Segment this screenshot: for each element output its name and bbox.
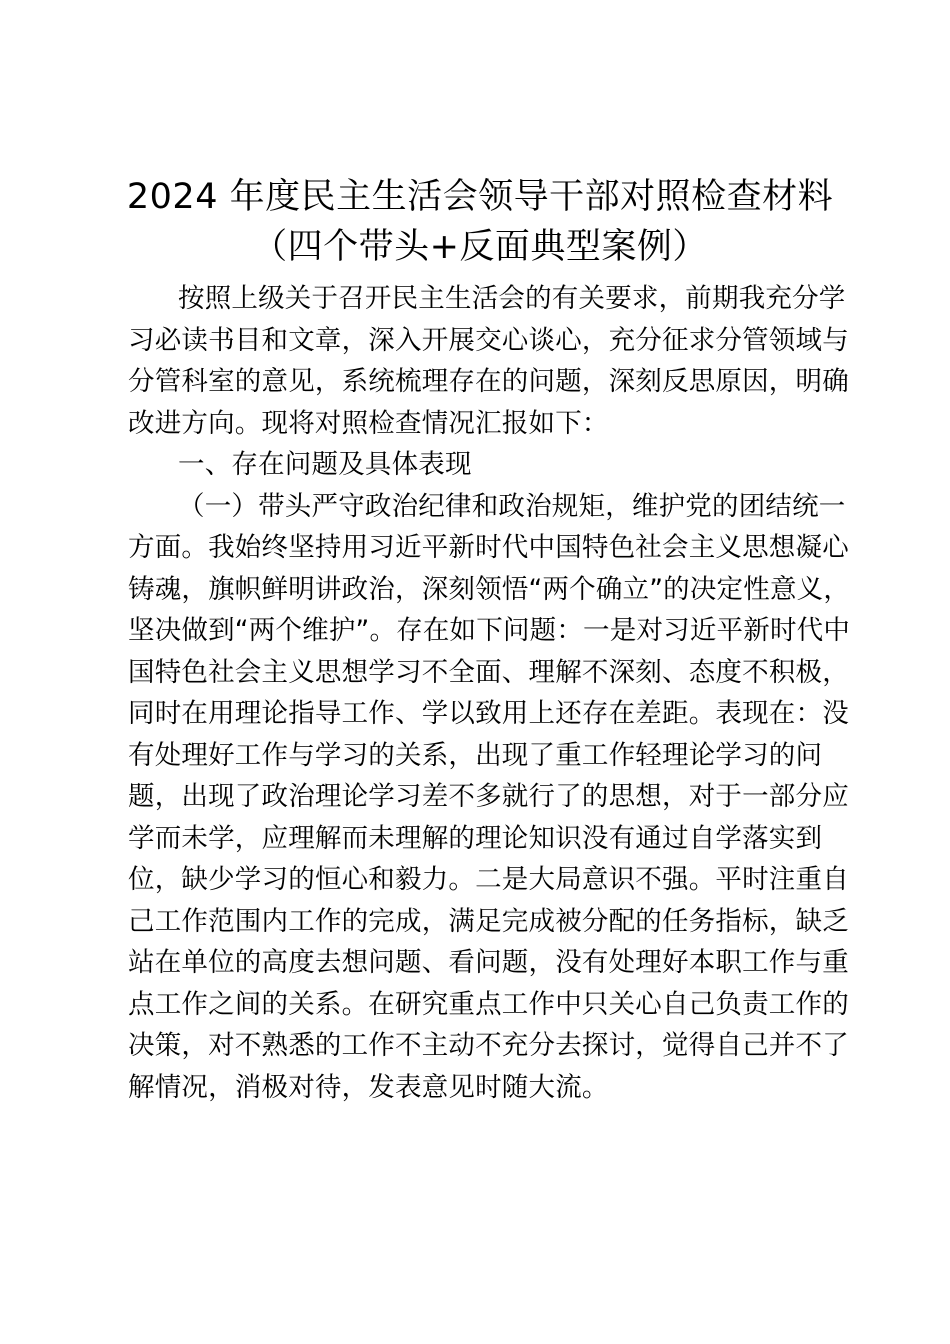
body-line: （一）带头严守政治纪律和政治规矩，维护党的团结统一 xyxy=(178,490,846,522)
title-line-2: （四个带头+反面典型案例） xyxy=(252,227,708,267)
body-line: 国特色社会主义思想学习不全面、理解不深刻、态度不积极， xyxy=(128,656,849,688)
body-line: 坚决做到“两个维护”。存在如下问题：一是对习近平新时代中 xyxy=(128,615,851,646)
body-line: 同时在用理论指导工作、学以致用上还存在差距。表现在：没 xyxy=(128,698,849,729)
body-line: 解情况，消极对待，发表意见时随大流。 xyxy=(128,1071,609,1103)
body-line: 一、存在问题及具体表现 xyxy=(178,449,472,480)
document-title xyxy=(120,172,840,272)
body-line: 位，缺少学习的恒心和毅力。二是大局意识不强。平时注重自 xyxy=(128,864,849,895)
body-line: 改进方向。现将对照检查情况汇报如下： xyxy=(128,407,609,439)
body-line: 按照上级关于召开民主生活会的有关要求，前期我充分学 xyxy=(178,283,846,314)
body-line: 决策，对不熟悉的工作不主动不充分去探讨，觉得自己并不了 xyxy=(128,1030,849,1061)
body-line: 题，出现了政治理论学习差不多就行了的思想，对于一部分应 xyxy=(128,781,849,812)
document-body xyxy=(128,278,851,1108)
body-line: 方面。我始终坚持用习近平新时代中国特色社会主义思想凝心 xyxy=(128,532,849,563)
body-line: 分管科室的意见，系统梳理存在的问题，深刻反思原因，明确 xyxy=(128,366,849,397)
body-line: 铸魂，旗帜鲜明讲政治，深刻领悟“两个确立”的决定性意义， xyxy=(128,573,851,605)
body-line: 站在单位的高度去想问题、看问题，没有处理好本职工作与重 xyxy=(128,947,849,978)
body-line: 有处理好工作与学习的关系，出现了重工作轻理论学习的问 xyxy=(128,739,823,771)
body-line: 学而未学，应理解而未理解的理论知识没有通过自学落实到 xyxy=(128,822,823,854)
body-line: 习必读书目和文章，深入开展交心谈心，充分征求分管领域与 xyxy=(128,324,849,356)
body-line: 点工作之间的关系。在研究重点工作中只关心自己负责工作的 xyxy=(128,988,849,1020)
body-line: 己工作范围内工作的完成，满足完成被分配的任务指标，缺乏 xyxy=(128,905,849,937)
title-line-1: 2024 年度民主生活会领导干部对照检查材料 xyxy=(126,177,834,217)
